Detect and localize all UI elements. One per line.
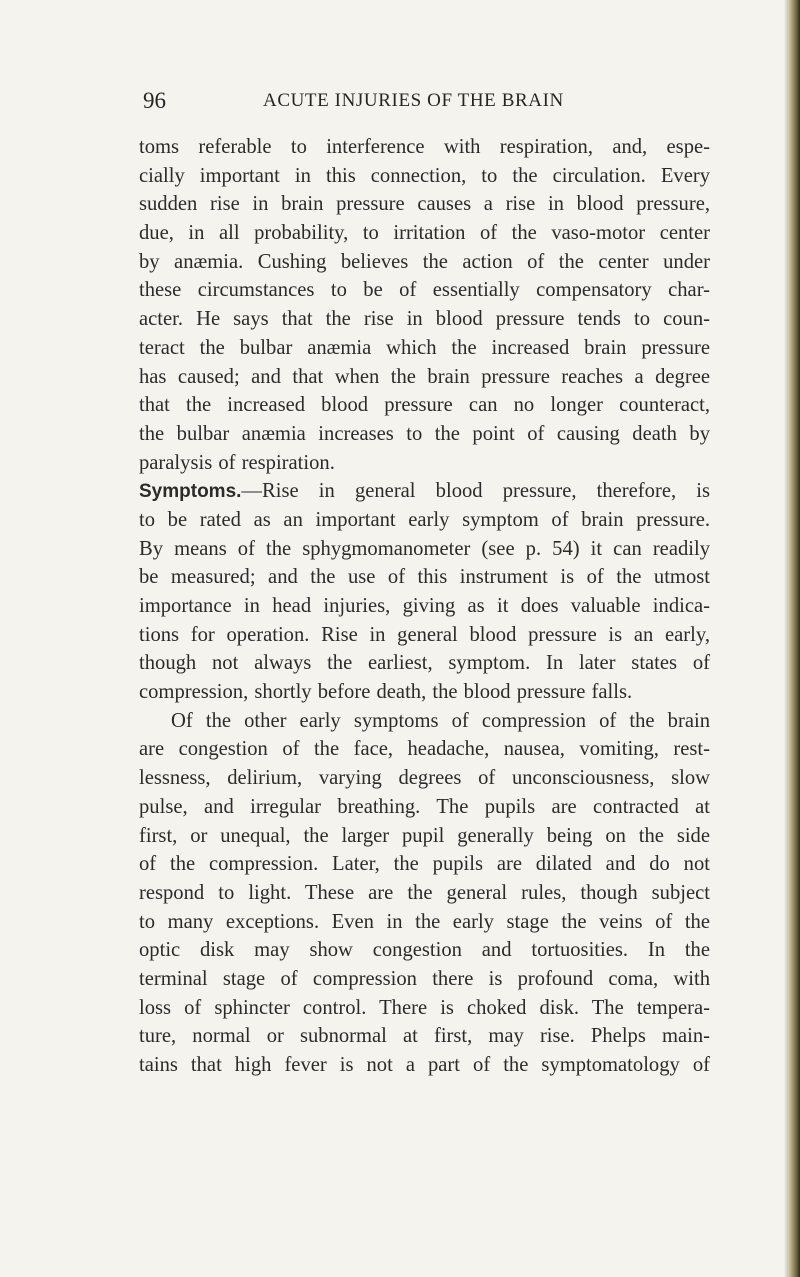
text-line: compression, shortly before death, the blood pressure falls.	[139, 681, 633, 704]
text-line: teract the bulbar anæmia which the increased brain pressure	[139, 336, 710, 359]
text-line: respond to light. These are the general rules, though subject	[139, 881, 710, 904]
text-line-with-heading	[139, 477, 710, 506]
text-line: pulse, and irregular breathing. The pupils are contracted at	[139, 795, 710, 818]
text-line: tions for operation. Rise in general blood pressure is an early,	[139, 623, 710, 646]
text-line: the bulbar anæmia increases to the point of causing death by	[139, 422, 710, 445]
page-number: 96	[143, 88, 166, 113]
text-line: are congestion of the face, headache, nausea, vomiting, rest-	[139, 738, 710, 761]
text-line: optic disk may show congestion and tortuosities. In the	[139, 939, 710, 962]
text-line: due, in all probability, to irritation of the vaso-motor center	[139, 222, 710, 245]
text-line: terminal stage of compression there is profound coma, with	[139, 967, 710, 990]
text-line: lessness, delirium, varying degrees of unconsciousness, slow	[139, 767, 710, 790]
text-line: by anæmia. Cushing believes the action of the center under	[139, 250, 710, 273]
text-line: though not always the earliest, symptom. In later states of	[139, 652, 710, 675]
running-head: ACUTE INJURIES OF THE BRAIN	[263, 90, 564, 111]
text-line: tains that high fever is not a part of the symptomatology of	[139, 1054, 710, 1076]
text-line: acter. He says that the rise in blood pressure tends to coun-	[139, 308, 710, 331]
text-line: these circumstances to be of essentially compensatory char-	[139, 279, 710, 302]
text-line: Of the other early symptoms of compression of the brain	[171, 709, 710, 732]
text-line: to many exceptions. Even in the early stage the veins of the	[139, 910, 710, 933]
page-header	[143, 88, 713, 118]
section-heading: Symptoms.	[139, 481, 242, 503]
text-line: first, or unequal, the larger pupil generally being on the side	[139, 824, 710, 847]
text-line: has caused; and that when the brain pressure reaches a degree	[139, 365, 710, 388]
text-line: importance in head injuries, giving as it does valuable indica-	[139, 595, 710, 617]
page-edge	[788, 0, 800, 1277]
text-line: that the increased blood pressure can no longer counteract,	[139, 394, 710, 417]
text-line: ture, normal or subnormal at first, may rise. Phelps main-	[139, 1025, 710, 1048]
text-line: By means of the sphygmomanometer (see p. 54) it can readily	[139, 537, 710, 560]
text-line: cially important in this connection, to the circulation. Every	[139, 164, 710, 187]
paragraph-symptoms	[139, 477, 710, 707]
text-line: paralysis of respiration.	[139, 451, 335, 474]
text-line: to be rated as an important early symptom of brain pressure.	[139, 508, 710, 531]
text-line: be measured; and the use of this instrument is of the utmost	[139, 566, 710, 589]
text-fragment: —Rise in general blood pressure, therefore, is	[241, 480, 710, 503]
text-line: sudden rise in brain pressure causes a rise in blood pressure,	[139, 193, 710, 216]
text-line: loss of sphincter control. There is choked disk. The tempera-	[139, 996, 710, 1019]
body-text	[139, 133, 710, 1080]
text-line: toms referable to interference with respiration, and, espe-	[139, 136, 710, 158]
paragraph-continuation	[139, 133, 710, 477]
paragraph-other-symptoms	[139, 707, 710, 1080]
text-line: of the compression. Later, the pupils are dilated and do not	[139, 853, 710, 876]
